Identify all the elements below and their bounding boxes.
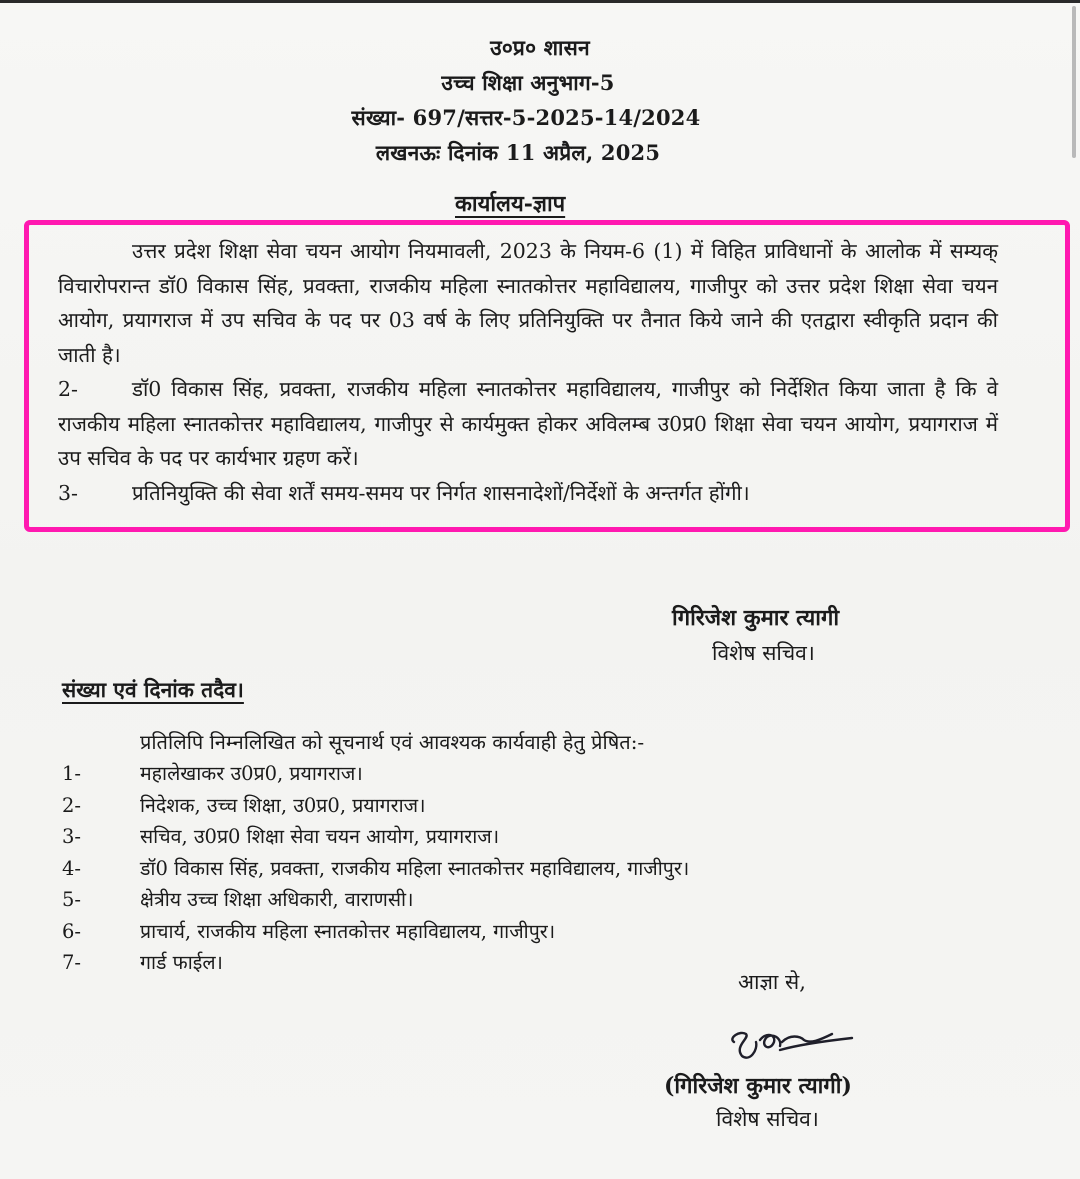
copy-item-number: 6- — [62, 919, 81, 943]
top-edge-line — [0, 0, 1080, 3]
document-header — [0, 30, 1080, 170]
copy-list-item — [62, 884, 882, 916]
copy-item-number: 7- — [62, 951, 81, 974]
header-government: उ०प्र० शासन — [490, 35, 590, 60]
paragraph-3-number: 3- — [58, 480, 78, 505]
copy-item-text: क्षेत्रीय उच्च शिक्षा अधिकारी, वाराणसी। — [140, 888, 414, 911]
paragraph-3-text: प्रतिनियुक्ति की सेवा शर्तें समय-समय पर निर्गत शासनादेशों/निर्देशों के अन्तर्गत होंगी। — [132, 480, 750, 505]
copy-list-item — [62, 790, 882, 822]
reference-title: संख्या एवं दिनांक तदैव। — [62, 677, 244, 702]
copy-item-number: 2- — [62, 793, 81, 817]
copy-list-item — [62, 853, 882, 885]
memo-title: कार्यालय-ज्ञाप — [455, 191, 566, 217]
copy-item-text: प्राचार्य, राजकीय महिला स्नातकोत्तर महाविद्यालय, गाजीपुर। — [140, 919, 556, 943]
copy-item-number: 4- — [62, 856, 81, 880]
paragraph-1-text: उत्तर प्रदेश शिक्षा सेवा चयन आयोग नियमावली, 2023 के नियम-6 (1) में विहित प्राविधानों के आलोक में सम्यक् विचारोपरान्त डॉ0 विकास सिंह, प्रवक्ता, राजकीय महिला स्नातकोत्तर महाविद्यालय, गाजीपुर को उत्तर प्रदेश शिक्षा सेवा चयन आयोग, प्रयागराज में उप सचिव के पद पर 03 वर्ष के लिए प्रतिनियुक्ति पर तैनात किये जाने की एतद्वारा स्वीकृति प्रदान की जाती है। — [58, 239, 998, 367]
copy-item-number: 1- — [62, 762, 81, 785]
order-by-text: आज्ञा से, — [738, 970, 806, 994]
copy-intro: प्रतिलिपि निम्नलिखित को सूचनार्थ एवं आवश्यक कार्यवाही हेतु प्रेषित:- — [140, 730, 645, 754]
copy-list-item — [62, 758, 882, 790]
copy-list — [62, 758, 882, 979]
signer2-title: विशेष सचिव। — [716, 1107, 819, 1131]
copy-item-text: महालेखाकर उ0प्र0, प्रयागराज। — [140, 762, 363, 785]
paragraph-1 — [58, 234, 998, 372]
handwritten-signature — [720, 1012, 860, 1072]
header-reference-number: संख्या- 697/सत्तर-5-2025-14/2024 — [351, 105, 701, 130]
copy-item-text: सचिव, उ0प्र0 शिक्षा सेवा चयन आयोग, प्रयागराज। — [140, 825, 500, 848]
header-department: उच्च शिक्षा अनुभाग-5 — [441, 70, 615, 95]
copy-item-text: डॉ0 विकास सिंह, प्रवक्ता, राजकीय महिला स्नातकोत्तर महाविद्यालय, गाजीपुर। — [140, 856, 690, 880]
signer-block — [672, 600, 892, 670]
header-date: लखनऊः दिनांक 11 अप्रैल, 2025 — [375, 140, 661, 165]
copy-item-number: 3- — [62, 825, 81, 848]
paragraph-2-text: डॉ0 विकास सिंह, प्रवक्ता, राजकीय महिला स्नातकोत्तर महाविद्यालय, गाजीपुर को निर्देशित किया जाता है कि वे राजकीय महिला स्नातकोत्तर महाविद्यालय, गाजीपुर से कार्यमुक्त होकर अविलम्ब उ0प्र0 शिक्षा सेवा चयन आयोग, प्रयागराज में उप सचिव के पद पर कार्यभार ग्रहण करें। — [58, 377, 998, 470]
paragraph-3 — [58, 476, 998, 511]
paragraph-2-number: 2- — [58, 377, 78, 401]
paragraph-2 — [58, 372, 998, 476]
signer2-name: (गिरिजेश कुमार त्यागी) — [664, 1073, 852, 1099]
copy-item-text: निदेशक, उच्च शिक्षा, उ0प्र0, प्रयागराज। — [140, 793, 426, 817]
copy-list-item — [62, 916, 882, 948]
copy-item-text: गार्ड फाईल। — [140, 951, 223, 974]
memo-body — [58, 234, 998, 510]
copy-item-number: 5- — [62, 888, 81, 911]
copy-list-item — [62, 821, 882, 853]
signer-name: गिरिजेश कुमार त्यागी — [672, 605, 840, 631]
signer-title: विशेष सचिव। — [712, 641, 815, 665]
